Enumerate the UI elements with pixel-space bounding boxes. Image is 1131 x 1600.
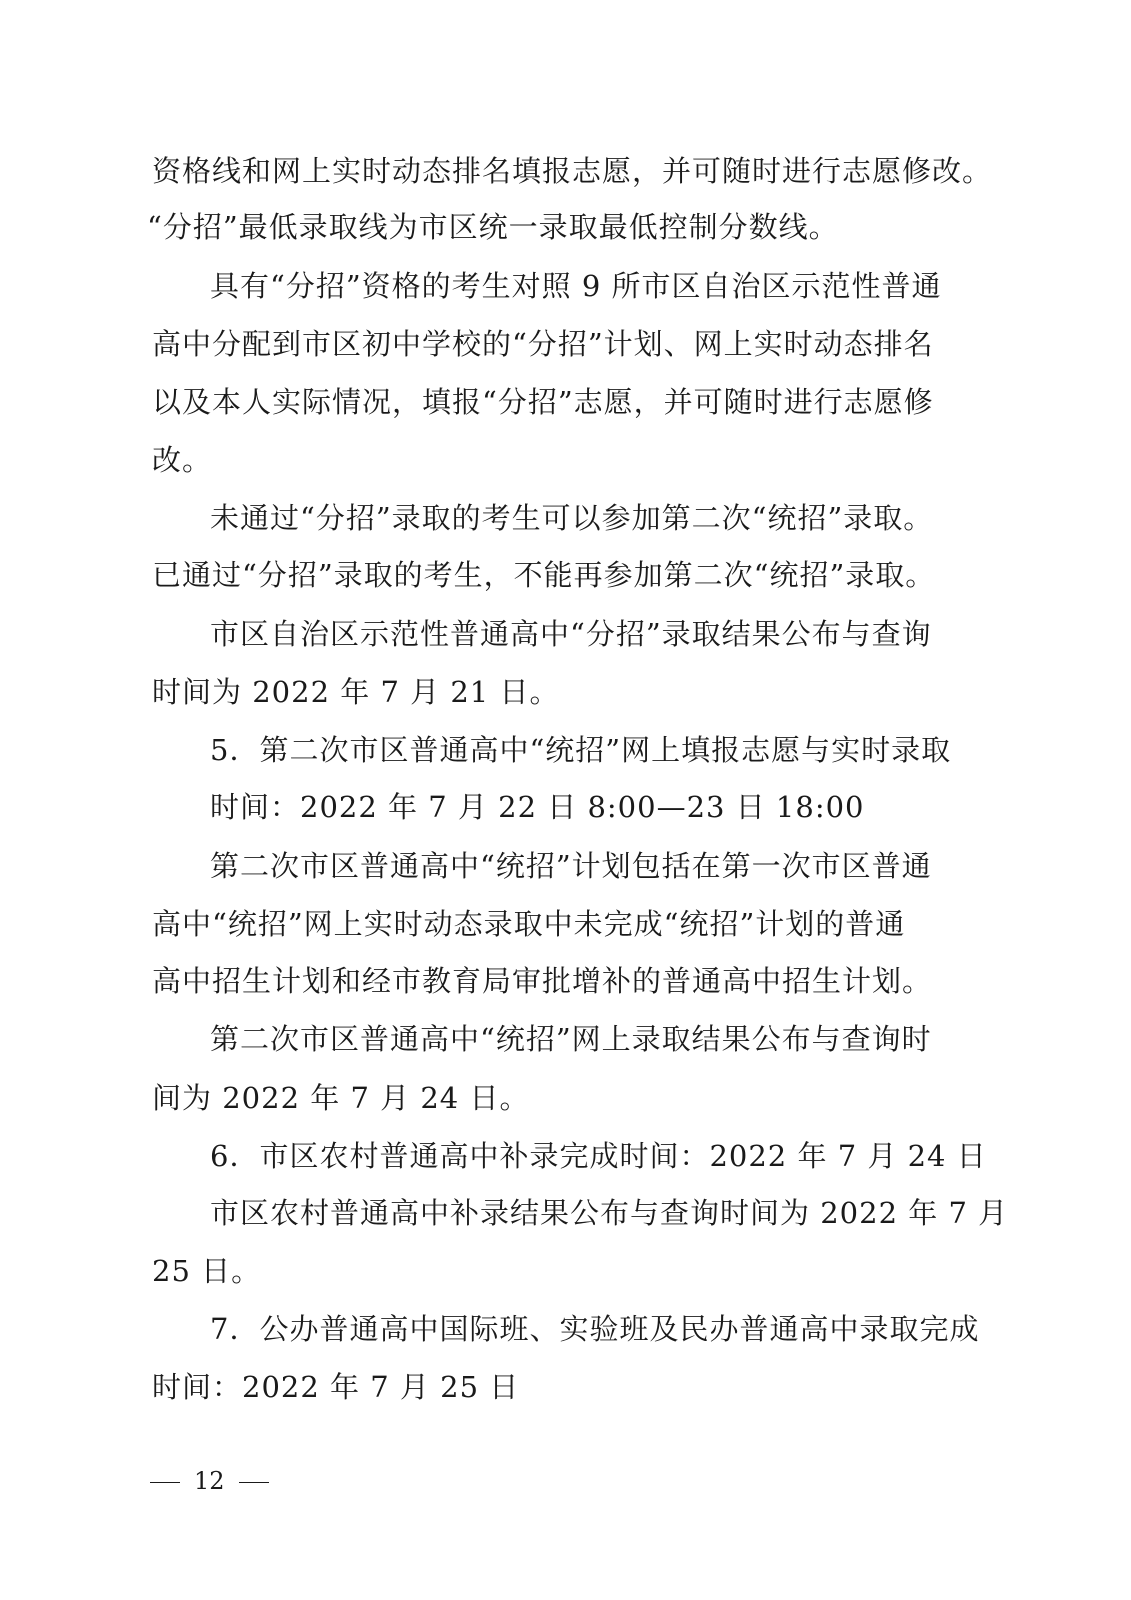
text-line: “分招”最低录取线为市区统一录取最低控制分数线。 [147,210,839,244]
text-line: 高中“统招”网上实时动态录取中未完成“统招”计划的普通 [152,907,906,941]
text-line: 时间：2022 年 7 月 25 日 [152,1370,520,1404]
text-line: 市区自治区示范性普通高中“分招”录取结果公布与查询 [210,617,932,651]
text-line: 间为 2022 年 7 月 24 日。 [152,1081,530,1115]
text-line: 时间：2022 年 7 月 22 日 8:00—23 日 18:00 [210,790,865,824]
text-line: 7．公办普通高中国际班、实验班及民办普通高中录取完成 [210,1312,980,1346]
text-line: 高中招生计划和经市教育局审批增补的普通高中招生计划。 [152,964,933,998]
text-line: 25 日。 [152,1254,262,1288]
text-line: 未通过“分招”录取的考生可以参加第二次“统招”录取。 [210,501,934,535]
text-line: 市区农村普通高中补录结果公布与查询时间为 2022 年 7 月 [210,1196,1009,1230]
text-line: 具有“分招”资格的考生对照 9 所市区自治区示范性普通 [210,269,942,303]
text-line: 高中分配到市区初中学校的“分招”计划、网上实时动态排名 [152,327,934,361]
text-line: 第二次市区普通高中“统招”网上录取结果公布与查询时 [210,1022,932,1056]
footer-dash-right [239,1482,269,1483]
footer-dash-left [150,1482,180,1483]
text-line: 资格线和网上实时动态排名填报志愿，并可随时进行志愿修改。 [152,154,993,188]
text-line: 改。 [152,443,213,477]
text-line: 已通过“分招”录取的考生，不能再参加第二次“统招”录取。 [152,558,936,592]
text-line: 第二次市区普通高中“统招”计划包括在第一次市区普通 [210,849,932,883]
page-number: 12 [194,1467,225,1495]
text-line: 6．市区农村普通高中补录完成时间：2022 年 7 月 24 日 [210,1139,987,1173]
page-footer [150,1466,269,1496]
text-line: 时间为 2022 年 7 月 21 日。 [152,675,560,709]
text-line: 以及本人实际情况，填报“分招”志愿，并可随时进行志愿修 [152,385,934,419]
text-line: 5．第二次市区普通高中“统招”网上填报志愿与实时录取 [210,733,952,767]
